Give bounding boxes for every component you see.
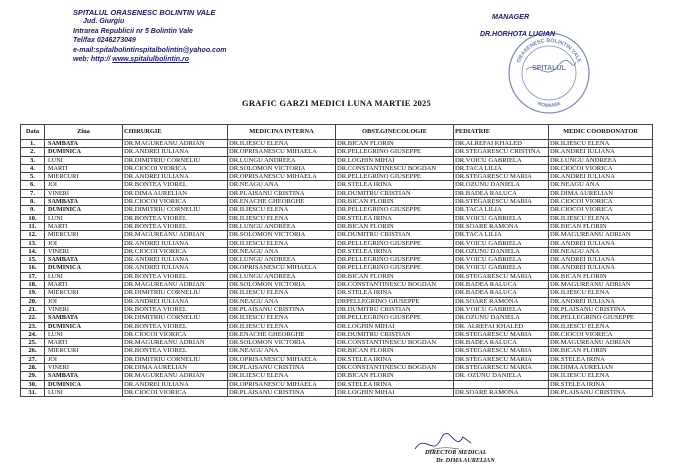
cell-medic-coordonator: DR.ANDREI IULIANA [549,148,653,156]
cell-medicina-interna: DR.ENACHE GHEORGHE [228,330,336,338]
cell-day: MARTI [45,281,123,289]
cell-date: 11. [21,222,45,230]
cell-chirurgie: DR.CIOCOI VIORICA [123,388,228,396]
cell-day: LUNI [45,214,123,222]
table-row [21,372,653,380]
table-row [21,247,653,255]
cell-date: 20. [21,297,45,305]
cell-pediatrie: DR.STEGARESCU MARIA [454,364,549,372]
cell-medic-coordonator: DR.CIOCOI VIORICA [549,198,653,206]
cell-day: LUNI [45,388,123,396]
cell-date: 23. [21,322,45,330]
cell-medic-coordonator: DR.ANDREI IULIANA [549,297,653,305]
cell-pediatrie: DR.VOICU GABRIELA [454,256,549,264]
cell-day: SAMBATA [45,314,123,322]
cell-obst-ginecologie: DR.BICAN FLORIN [336,198,454,206]
cell-pediatrie: DR.BADEA RALUCA [454,289,549,297]
cell-medic-coordonator: DR.PLAISANU CRISTINA [549,388,653,396]
cell-medicina-interna: DR.LUNGU ANDREEA [228,222,336,230]
cell-date: 5. [21,173,45,181]
table-row [21,173,653,181]
cell-chirurgie: DR.ANDREI IULIANA [123,297,228,305]
cell-obst-ginecologie: DR.DUMITRU CRISTIAN [336,231,454,239]
cell-pediatrie: DR.SOARE RAMONA [454,388,549,396]
table-row [21,198,653,206]
cell-obst-ginecologie: DR.STELEA IRINA [336,214,454,222]
cell-medicina-interna: DR.SOLOMON VICTORIA [228,339,336,347]
stamp-top-text: SPITALUL [532,65,566,72]
cell-chirurgie: DR.DIMITRIU CORNELIU [123,289,228,297]
cell-medicina-interna: DR.ILIESCU ELENA [228,372,336,380]
cell-date: 28. [21,364,45,372]
cell-day: DUMINICA [45,206,123,214]
table-row [21,181,653,189]
cell-medicina-interna: DR.OPRISANESCU MIHAELA [228,148,336,156]
cell-chirurgie: DR.BONTEA VIOREL [123,222,228,230]
cell-date: 31. [21,388,45,396]
table-row [21,264,653,272]
cell-date: 10. [21,214,45,222]
cell-chirurgie: DR.BONTEA VIOREL [123,214,228,222]
cell-date: 30. [21,380,45,388]
cell-medic-coordonator: DR.NEAGU ANA [549,181,653,189]
table-row [21,256,653,264]
header-medic-coordonator: MEDIC COORDONATOR [549,125,653,140]
cell-chirurgie: DR.MAGUREANU ADRIAN [123,372,228,380]
cell-medicina-interna: DR.PLAISANU CRISTINA [228,305,336,313]
cell-day: VINERI [45,305,123,313]
cell-medicina-interna: DR.ILIESCU ELENA [228,140,336,148]
cell-obst-ginecologie: DR.PELLEGRINO GIUSEPPE [336,148,454,156]
cell-medic-coordonator: DR.ILIESCU ELENA [549,322,653,330]
cell-obst-ginecologie: DR.DUMITRU CRISTIAN [336,305,454,313]
cell-pediatrie: DR. ALREFAI KHALED [454,322,549,330]
cell-obst-ginecologie: DR.DUMITRU CRISTIAN [336,330,454,338]
cell-medic-coordonator: DR.LUNGU ANDREEA [549,156,653,164]
cell-day: LUNI [45,156,123,164]
cell-medicina-interna: DR.OPRISANESCU MIHAELA [228,173,336,181]
cell-date: 2. [21,148,45,156]
hospital-header [73,8,226,64]
cell-pediatrie: DR.ALREFAI KHALED [454,140,549,148]
cell-date: 16. [21,264,45,272]
table-row [21,339,653,347]
cell-pediatrie: DR.VOICU GABRIELA [454,305,549,313]
cell-pediatrie: DR.STEGARESCU MARIA [454,272,549,280]
hospital-county: Jud. Giurgiu [83,18,125,26]
cell-pediatrie: DR.OZUNU DANIELA [454,247,549,255]
hospital-web [73,55,226,64]
cell-medic-coordonator: DR.STELEA IRINA [549,380,653,388]
cell-date: 9. [21,206,45,214]
cell-day: MARTI [45,339,123,347]
cell-medicina-interna: DR.NEAGU ANA [228,181,336,189]
cell-chirurgie: DR.BONTEA VIOREL [123,181,228,189]
cell-chirurgie: DR.BONTEA VIOREL [123,322,228,330]
cell-medic-coordonator: DR.MAGUREANU ADRIAN [549,281,653,289]
cell-chirurgie: DR.ANDREI IULIANA [123,173,228,181]
cell-chirurgie: DR.DIMA AURELIAN [123,189,228,197]
cell-pediatrie: DR.BADEA RALUCA [454,281,549,289]
cell-chirurgie: DR.ANDREI IULIANA [123,264,228,272]
cell-pediatrie: DR.STEGARESCU MARIA [454,355,549,363]
cell-date: 26. [21,347,45,355]
cell-date: 4. [21,164,45,172]
table-row [21,272,653,280]
cell-chirurgie: DR.CIOCOI VIORICA [123,164,228,172]
cell-pediatrie: DR.STEGARESCU MARIA [454,330,549,338]
cell-chirurgie: DR.DIMITRIU CORNELIU [123,156,228,164]
cell-obst-ginecologie: DR.CONSTANTINESCU BOGDAN [336,364,454,372]
cell-day: LUNI [45,272,123,280]
web-label: web: http:// [73,56,111,64]
cell-pediatrie: DR.STEGARESCU MARIA [454,173,549,181]
cell-medicina-interna: DR.ILIESCU ELENA [228,206,336,214]
cell-obst-ginecologie: DR.BICAN FLORIN [336,222,454,230]
cell-medic-coordonator: DR.BICAN FLORIN [549,272,653,280]
hospital-address: Intrarea Republicii nr 5 Bolintin Vale [73,27,193,35]
cell-date: 6. [21,181,45,189]
cell-pediatrie: DR.OZUNU DANIELA [454,314,549,322]
cell-medic-coordonator: DR.ILIESCU ELENA [549,140,653,148]
cell-chirurgie: DR.CIOCOI VIORICA [123,330,228,338]
cell-chirurgie: DR.ANDREI IULIANA [123,239,228,247]
cell-medic-coordonator: DR.ANDREI IULIANA [549,256,653,264]
cell-day: SAMBATA [45,198,123,206]
cell-medicina-interna: DR.SOLOMON VICTORIA [228,164,336,172]
cell-obst-ginecologie: DR.CONSTANTINESCU BOGDAN [336,339,454,347]
cell-medic-coordonator: DR.CIOCOI VIORICA [549,206,653,214]
cell-obst-ginecologie: DR.PELLEGRINO GIUSEPPE [336,239,454,247]
cell-pediatrie: DR.BADEA RALUCA [454,339,549,347]
cell-obst-ginecologie: DR.STELEA IRINA [336,247,454,255]
cell-medic-coordonator: DR.ILIESCU ELENA [549,289,653,297]
cell-date: 17. [21,272,45,280]
cell-chirurgie: DR.DIMITRIU CORNELIU [123,314,228,322]
cell-obst-ginecologie: DR.DUMITRU CRISTIAN [336,189,454,197]
cell-medic-coordonator: DR.NEAGU ANA [549,247,653,255]
cell-medicina-interna: DR.NEAGU ANA [228,297,336,305]
director-title: DIRECTOR MEDICAL [425,449,487,456]
stamp-arc-text: ORASENESC BOLINTIN VALE [515,37,583,64]
cell-medicina-interna: DR.ILIESCU ELENA [228,239,336,247]
cell-date: 8. [21,198,45,206]
svg-text:ORASENESC BOLINTIN VALE [516,38,582,64]
cell-medicina-interna: DR.OPRISANESCU MIHAELA [228,264,336,272]
cell-medic-coordonator: DR.ANDREI IULIANA [549,264,653,272]
cell-pediatrie: DR.VOICU GABRIELA [454,264,549,272]
cell-medicina-interna: DR.OPRISANESCU MIHAELA [228,380,336,388]
schedule-table [20,124,653,397]
table-row [21,388,653,396]
cell-chirurgie: DR.MAGUREANU ADRIAN [123,231,228,239]
cell-chirurgie: DR.DIMA AURELIAN [123,364,228,372]
cell-pediatrie: DR.SOARE RAMONA [454,297,549,305]
cell-medic-coordonator: DR.CIOCOI VIORICA [549,164,653,172]
table-header-row [21,125,653,140]
cell-medic-coordonator: DR.DIMA AURELIAN [549,364,653,372]
cell-pediatrie: DR.OZUNU DANIELA [454,181,549,189]
cell-chirurgie: DR.MAGUREANU ADRIAN [123,339,228,347]
cell-day: VINERI [45,189,123,197]
cell-medicina-interna: DR.LUNGU ANDREEA [228,272,336,280]
cell-medicina-interna: DR.PLAISANU CRISTINA [228,388,336,396]
cell-medic-coordonator: DR.MAGUREANU ADRIAN [549,339,653,347]
cell-day: DUMINICA [45,148,123,156]
cell-chirurgie: DR.DIMITRIU CORNELIU [123,206,228,214]
cell-medicina-interna: DR.ILIESCU ELENA [228,322,336,330]
cell-pediatrie: DR. OZUNU DANIELA [454,372,549,380]
manager-name: DR.HORHOTA LUCIAN [480,31,556,38]
cell-day: SAMBATA [45,140,123,148]
cell-day: DUMINICA [45,264,123,272]
cell-medicina-interna: DR.NEAGU ANA [228,347,336,355]
cell-obst-ginecologie: DR.PELLEGRINO GIUSEPPE [336,206,454,214]
cell-date: 7. [21,189,45,197]
cell-date: 27. [21,355,45,363]
cell-day: MARTI [45,164,123,172]
cell-chirurgie: DR.ANDREI IULIANA [123,256,228,264]
cell-obst-ginecologie: DR.CONSTANTINESCU BOGDAN [336,281,454,289]
header-medicina-interna: MEDICINA INTERNA [228,125,336,140]
cell-obst-ginecologie: DR.PELLEGRINO GIUSEPPE [336,173,454,181]
table-row [21,148,653,156]
cell-day: VINERI [45,247,123,255]
cell-medicina-interna: DR.OPRISANESCU MIHAELA [228,355,336,363]
cell-day: SAMBATA [45,256,123,264]
cell-medicina-interna: DR.ILIESCU ELENA [228,314,336,322]
table-row [21,314,653,322]
cell-obst-ginecologie: DR.BICAN FLORIN [336,372,454,380]
cell-medicina-interna: DR.LUNGU ANDREEA [228,156,336,164]
cell-chirurgie: DR.MAGUREANU ADRIAN [123,140,228,148]
header-day: Ziua [45,125,123,140]
cell-day: MARTI [45,222,123,230]
cell-pediatrie: DR.TACA LILIA [454,206,549,214]
cell-medic-coordonator: DR.DIMA AURELIAN [549,189,653,197]
cell-date: 19. [21,289,45,297]
cell-date: 24. [21,330,45,338]
cell-chirurgie: DR.BONTEA VIOREL [123,305,228,313]
cell-chirurgie: DR.DIMITRIU CORNELIU [123,355,228,363]
cell-medic-coordonator: DR.STELEA IRINA [549,355,653,363]
table-row [21,164,653,172]
cell-chirurgie: DR.CIOCOI VIORICA [123,247,228,255]
cell-medic-coordonator: DR.ILIESCU ELENA [549,372,653,380]
cell-date: 12. [21,231,45,239]
table-row [21,214,653,222]
cell-date: 14. [21,247,45,255]
cell-medicina-interna: DR.ENACHE GHEORGHE [228,198,336,206]
cell-obst-ginecologie: DR.STELEA IRINA [336,289,454,297]
cell-pediatrie: DR.SOARE RAMONA [454,222,549,230]
table-row [21,289,653,297]
website-link[interactable]: www.spitalulbolintin.ro [112,56,190,64]
cell-day: MIERCURI [45,231,123,239]
cell-obst-ginecologie: DR.STELEA IRINA [336,355,454,363]
cell-pediatrie: DR.VOICU GABRIELA [454,239,549,247]
cell-date: 21. [21,305,45,313]
cell-obst-ginecologie: DR.LOGHIN MIHAI [336,156,454,164]
table-row [21,322,653,330]
table-row [21,189,653,197]
cell-obst-ginecologie: DR.BICAN FLORIN [336,140,454,148]
cell-chirurgie: DR.BONTEA VIOREL [123,347,228,355]
cell-medic-coordonator: DR.PLAISANU CRISTINA [549,305,653,313]
cell-date: 18. [21,281,45,289]
stamp-bottom-text: ROMANIA [536,100,562,110]
cell-chirurgie: DR.CIOCOI VIORICA [123,198,228,206]
schedule-body [21,140,653,397]
cell-obst-ginecologie: DR.PELLEGRINO GIUSEPPE [336,264,454,272]
hospital-phone: Tel/fax 0246273049 [73,37,136,45]
cell-obst-ginecologie: DR.BICAN FLORIN [336,272,454,280]
cell-date: 13. [21,239,45,247]
cell-medicina-interna: DR.SOLOMON VICTORIA [228,281,336,289]
cell-day: JOI [45,297,123,305]
cell-chirurgie: DR.MAGUREANU ADRIAN [123,281,228,289]
cell-date: 15. [21,256,45,264]
cell-pediatrie: DR.VOICU GABRIELA [454,214,549,222]
table-row [21,222,653,230]
cell-medic-coordonator: DR.BICAN FLORIN [549,222,653,230]
cell-obst-ginecologie: DR.BICAN FLORIN [336,347,454,355]
cell-day: VINERI [45,364,123,372]
cell-date: 3. [21,156,45,164]
cell-day: MIERCURI [45,173,123,181]
director-name: Dr. DIMA AURELIAN [436,457,495,464]
cell-pediatrie: DR.BADEA RALUCA [454,189,549,197]
cell-medicina-interna: DR.PLAISANU CRISTINA [228,364,336,372]
cell-date: 25. [21,339,45,347]
cell-pediatrie: DR.TACA LILIA [454,231,549,239]
cell-obst-ginecologie: DR.STELEA IRINA [336,181,454,189]
header-chirurgie: CHIRURGIE [123,125,228,140]
cell-day: DUMINICA [45,322,123,330]
cell-obst-ginecologie: DR.PELLEGRINO GIUSEPPE [336,256,454,264]
cell-medicina-interna: DR.ILIESCU ELENA [228,214,336,222]
cell-day: LUNI [45,330,123,338]
cell-day: MIERCURI [45,347,123,355]
header-obst-ginecologie: OBST.GINECOLOGIE [336,125,454,140]
hospital-name: SPITALUL ORASENESC BOLINTIN VALE [73,8,216,17]
table-row [21,206,653,214]
table-row [21,330,653,338]
cell-medicina-interna: DR.NEAGU ANA [228,247,336,255]
table-row [21,156,653,164]
cell-day: JOI [45,355,123,363]
table-row [21,355,653,363]
table-row [21,380,653,388]
cell-pediatrie: DR.TACA LILIA [454,164,549,172]
cell-medicina-interna: DR.SOLOMON VICTORIA [228,231,336,239]
cell-medicina-interna: DR.PLAISANU CRISTINA [228,189,336,197]
table-row [21,281,653,289]
header-date: Data [21,125,45,140]
cell-obst-ginecologie: DRPELLEGRINO GIUSEPPE [336,297,454,305]
cell-obst-ginecologie: DR.STELEA IRINA [336,380,454,388]
header-pediatrie: PEDIATRIE [454,125,549,140]
table-row [21,239,653,247]
cell-pediatrie: DR.VOICU GABRIELA [454,156,549,164]
cell-medic-coordonator: DR.BICAN FLORIN [549,347,653,355]
cell-pediatrie: DR.STEGARESCU MARIA [454,347,549,355]
cell-obst-ginecologie: DR.LOGHIN MIHAI [336,322,454,330]
table-row [21,364,653,372]
cell-medic-coordonator: DR.PELLEGRINO GIUSEPPE [549,314,653,322]
cell-medic-coordonator: DR.ANDREI IULIANA [549,173,653,181]
cell-obst-ginecologie: DR.CONSTANTINESCU BOGDAN [336,164,454,172]
schedule-title: GRAFIC GARZI MEDICI LUNA MARTIE 2025 [241,98,432,108]
table-row [21,140,653,148]
cell-medic-coordonator: DR.ANDREI IULIANA [549,239,653,247]
cell-medic-coordonator: DR.MAGUREANU ADRIAN [549,231,653,239]
table-row [21,305,653,313]
table-row [21,347,653,355]
cell-medic-coordonator: DR.CIOCOI VIORICA [549,330,653,338]
cell-chirurgie: DR.ANDREI IULIANA [123,148,228,156]
cell-obst-ginecologie: DR.LOGHIN MIHAI [336,388,454,396]
cell-pediatrie [454,380,549,388]
manager-title: MANAGER [492,12,530,21]
cell-day: SAMBATA [45,372,123,380]
cell-date: 1. [21,140,45,148]
cell-day: MIERCURI [45,289,123,297]
cell-date: 29. [21,372,45,380]
cell-day: DUMINICA [45,380,123,388]
cell-medicina-interna: DR.LUNGU ANDREEA [228,256,336,264]
cell-pediatrie: DR.STEGARESCU CRISTINA [454,148,549,156]
cell-medicina-interna: DR.ILIESCU ELENA [228,289,336,297]
cell-pediatrie: DR.STEGARESCU MARIA [454,198,549,206]
cell-obst-ginecologie: DR.PELLEGRINO GIUSEPPE [336,314,454,322]
table-row [21,231,653,239]
cell-chirurgie: DR.BONTEA VIOREL [123,272,228,280]
cell-day: JOI [45,239,123,247]
cell-medic-coordonator: DR.ILIESCU ELENA [549,214,653,222]
hospital-email: e-mail:spitalbolintinspitalbolintin@yahoo.com [73,46,227,54]
cell-day: JOI [45,181,123,189]
cell-chirurgie: DR.ANDREI IULIANA [123,380,228,388]
cell-date: 22. [21,314,45,322]
table-row [21,297,653,305]
